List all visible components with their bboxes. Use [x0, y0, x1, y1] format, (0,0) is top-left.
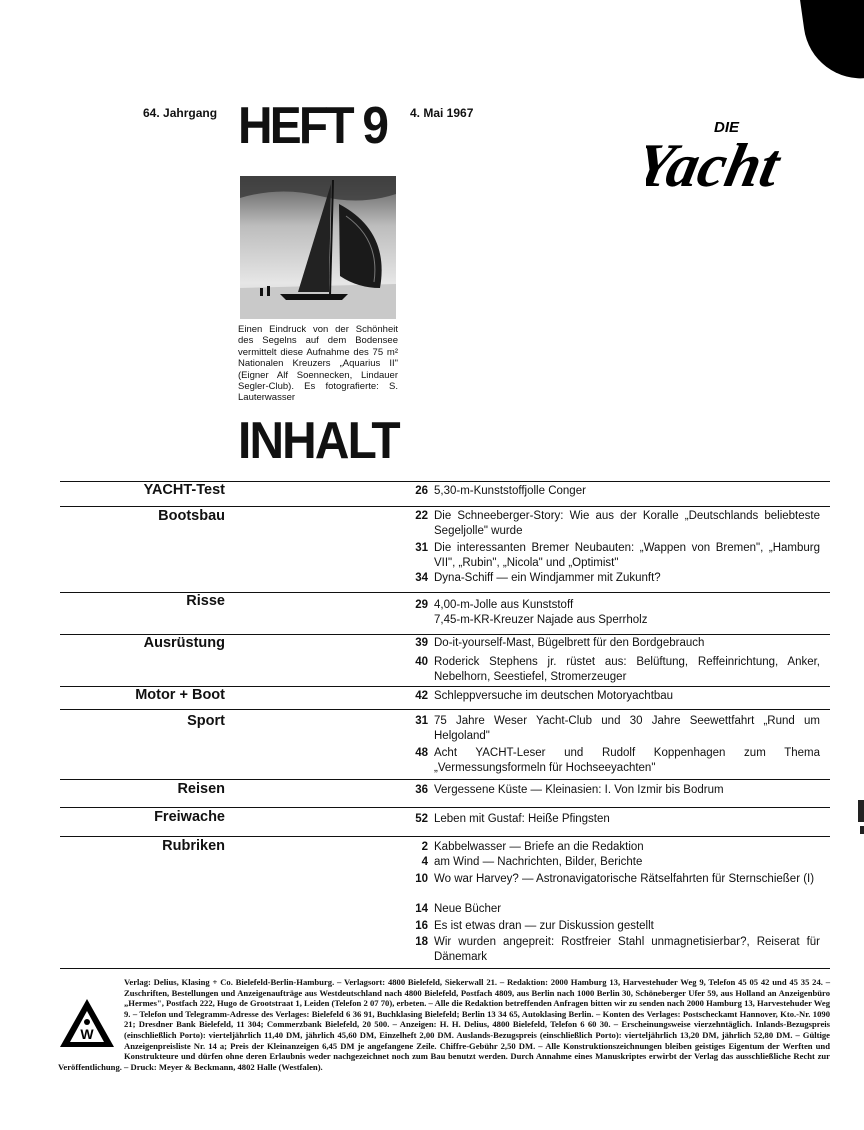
volume-label: 64. Jahrgang	[143, 106, 218, 120]
toc-entry[interactable]	[400, 613, 820, 628]
toc-entry[interactable]	[400, 855, 820, 870]
section-divider	[60, 836, 830, 837]
toc-page-number: 18	[415, 936, 428, 948]
toc-entry-text: 5,30-m-Kunststoffjolle Conger	[434, 485, 586, 497]
page-edge-mark	[860, 826, 864, 834]
toc-entry-text: Do-it-yourself-Mast, Bügelbrett für den Bordgebrauch	[434, 637, 705, 649]
toc-page-number: 26	[415, 485, 428, 497]
section-title: Risse	[186, 593, 225, 609]
toc-page-number: 48	[415, 747, 428, 759]
photo-caption	[238, 324, 398, 404]
section-divider	[60, 968, 830, 969]
toc-page-number: 36	[415, 784, 428, 796]
toc-entry-text: Dyna-Schiff — ein Windjammer mit Zukunft?	[434, 572, 661, 584]
logo-small-text: DIE	[714, 119, 740, 136]
toc-page-number: 29	[415, 599, 428, 611]
toc-entry-text: Wir wurden angepreit: Rostfreier Stahl unmagnetisierbar?, Reiserat für Dänemark	[434, 936, 820, 963]
section-divider	[60, 807, 830, 808]
section-title: Ausrüstung	[143, 635, 225, 651]
toc-entry[interactable]	[400, 812, 820, 827]
toc-entry-text: Neue Bücher	[434, 903, 502, 915]
section-title: Bootsbau	[158, 508, 225, 524]
toc-page-number: 31	[415, 715, 428, 727]
toc-entry[interactable]	[400, 509, 820, 539]
die-yacht-logo	[646, 108, 826, 203]
toc-entry-text: 4,00-m-Jolle aus Kunststoff	[434, 599, 574, 611]
toc-page-number: 31	[415, 542, 428, 554]
section-title: Motor + Boot	[135, 687, 225, 703]
toc-entry-text: Acht YACHT-Leser und Rudolf Koppenhagen zum Thema „Vermessungsformeln für Hochseeyachten"	[434, 747, 820, 774]
toc-heading: INHALT	[238, 412, 399, 470]
toc-entry[interactable]	[400, 598, 820, 613]
toc-page-number: 4	[421, 856, 428, 868]
toc-page-number: 14	[415, 903, 428, 915]
toc-entry-text: am Wind — Nachrichten, Bilder, Berichte	[434, 856, 643, 868]
toc-entry-text: 7,45-m-KR-Kreuzer Najade aus Sperrholz	[434, 614, 648, 626]
toc-entry[interactable]	[400, 484, 820, 499]
toc-page-number: 10	[415, 873, 428, 885]
toc-entry-text: Vergessene Küste — Kleinasien: I. Von Izmir bis Bodrum	[434, 784, 724, 796]
ivw-triangle-logo-icon	[58, 997, 118, 1057]
toc-page-number: 42	[415, 690, 428, 702]
imprint-footer	[58, 977, 830, 1072]
toc-entry-text: Die Schneeberger-Story: Wie aus der Koralle „Deutschlands beliebteste Segeljolle" wurde	[434, 510, 820, 537]
toc-entry-text: Es ist etwas dran — zur Diskussion gestellt	[434, 920, 654, 932]
imprint-text: Verlag: Delius, Klasing + Co. Bielefeld-Berlin-Hamburg. – Verlagsort: 4800 Bielefeld, Siekerwall 21. – Redaktion: 2000 Hamburg 13, Harvestehuder Weg 9, Telefon 45 05 42 und 45 35 24. – Zuschriften, Bestellungen und Anzeigenaufträge aus Westdeutschland nach 4800 Bielefeld, Postfach 4809, aus Berlin nach 1000 Berlin 30, Schöneberger Ufer 59, aus Holland an Anzeigenbüro „Hermes", Postfach 222, Hugo de Grootstraat 1, Leiden (Telefon 2 07 70), erbeten. – Alle die Redaktion betreffenden Anfragen bitten wir zu senden nach 2000 Hamburg 13, Harvestehuder Weg 9. – Telefon und Telegramm-Adresse des Verlages: Bielefeld 6 36 91, Buchklasing Bielefeld; Berlin 13 34 65, Autoklasing Berlin. – Konten des Verlages: Postscheckamt Hannover, Kto.-Nr. 1090 21; Dresdner Bank Bielefeld, 11 304; Commerzbank Bielefeld, 20 500. – Anzeigen: H. H. Delius, 4800 Bielefeld, Telefon 6 60 30. – Erscheinungsweise vierzehntäglich. Inlands-Bezugspreis (einschließlich Porto): vierteljährlich 11,40 DM, jährlich 45,60 DM, Einzelheft 2,00 DM. Auslands-Bezugspreis (einschließlich Porto): vierteljährlich 13,20 DM, jährlich 52,80 DM. – Gültige Anzeigenpreisliste Nr. 14 a; Preis der Kleinanzeigen 6,45 DM je angefangene Zeile. Chiffre-Gebühr 2,50 DM. – Alle Konstruktionszeichnungen bleiben geistiges Eigentum der Werften und Konstrukteure und dürfen ohne deren Erlaubnis weder nachgezeichnet noch zum Bau benutzt werden. Durch Annahme eines Manuskriptes erwirbt der Verlag das ausschließliche Recht zur Veröffentlichung. – Druck: Meyer & Beckmann, 4802 Halle (Westfalen).	[58, 977, 830, 1072]
toc-entry[interactable]	[400, 746, 820, 776]
section-title: Freiwache	[154, 809, 225, 825]
toc-entry[interactable]	[400, 783, 820, 798]
toc-entry[interactable]	[400, 919, 820, 934]
sailboat-photo	[240, 176, 396, 319]
toc-entry[interactable]	[400, 935, 820, 965]
toc-entry[interactable]	[400, 541, 820, 571]
toc-page-number: 2	[421, 841, 428, 853]
toc-entry[interactable]	[400, 571, 820, 586]
toc-entry[interactable]	[400, 636, 820, 651]
toc-entry[interactable]	[400, 689, 820, 704]
toc-entry[interactable]	[400, 902, 820, 917]
section-divider	[60, 592, 830, 593]
toc-entry-text: Leben mit Gustaf: Heiße Pfingsten	[434, 813, 610, 825]
toc-page-number: 39	[415, 637, 428, 649]
toc-page-number: 34	[415, 572, 428, 584]
toc-entry[interactable]	[400, 714, 820, 744]
issue-date: 4. Mai 1967	[410, 106, 474, 120]
toc-entry[interactable]	[400, 872, 820, 887]
photo-caption-text: Einen Eindruck von der Schönheit des Segelns auf dem Bodensee vermittelt diese Aufnahme des 75 m² Nationalen Kreuzers „Aquarius II" (Eigner Alf Soennecken, Lindauer Segler-Club). Es fotografierte: S. Lauterwasser	[238, 324, 398, 404]
section-divider	[60, 779, 830, 780]
toc-entry-text: Roderick Stephens jr. rüstet aus: Belüftung, Reffeinrichtung, Anker, Nebelhorn, Seestiefel, Stromerzeuger	[434, 656, 820, 683]
toc-entry-text: Kabbelwasser — Briefe an die Redaktion	[434, 841, 644, 853]
toc-entry-text: Wo war Harvey? — Astronavigatorische Rätselfahrten für Sternschießer (I)	[434, 873, 815, 885]
section-title: Sport	[187, 713, 225, 729]
toc-entry-text: 75 Jahre Weser Yacht-Club und 30 Jahre Seewettfahrt „Rund um Helgoland"	[434, 715, 820, 742]
logo-main-text: Yacht	[646, 130, 786, 200]
issue-number: HEFT 9	[238, 97, 387, 155]
svg-text:W: W	[80, 1026, 94, 1042]
toc-entry-text: Die interessanten Bremer Neubauten: „Wappen von Bremen", „Hamburg VII", „Rubin", „Nicola" und „Optimist"	[434, 542, 820, 569]
toc-page-number: 40	[415, 656, 428, 668]
toc-entry[interactable]	[400, 655, 820, 685]
toc-entry[interactable]	[400, 840, 820, 855]
toc-page-number: 16	[415, 920, 428, 932]
toc-entry-text: Schleppversuche im deutschen Motoryachtbau	[434, 690, 674, 702]
page-edge-mark	[858, 800, 864, 822]
toc-page-number: 52	[415, 813, 428, 825]
section-divider	[60, 506, 830, 507]
toc-page-number: 22	[415, 510, 428, 522]
section-title: Reisen	[177, 781, 225, 797]
section-title: YACHT-Test	[143, 482, 225, 498]
page-corner-shadow	[797, 0, 864, 86]
section-divider	[60, 709, 830, 710]
section-title: Rubriken	[162, 838, 225, 854]
